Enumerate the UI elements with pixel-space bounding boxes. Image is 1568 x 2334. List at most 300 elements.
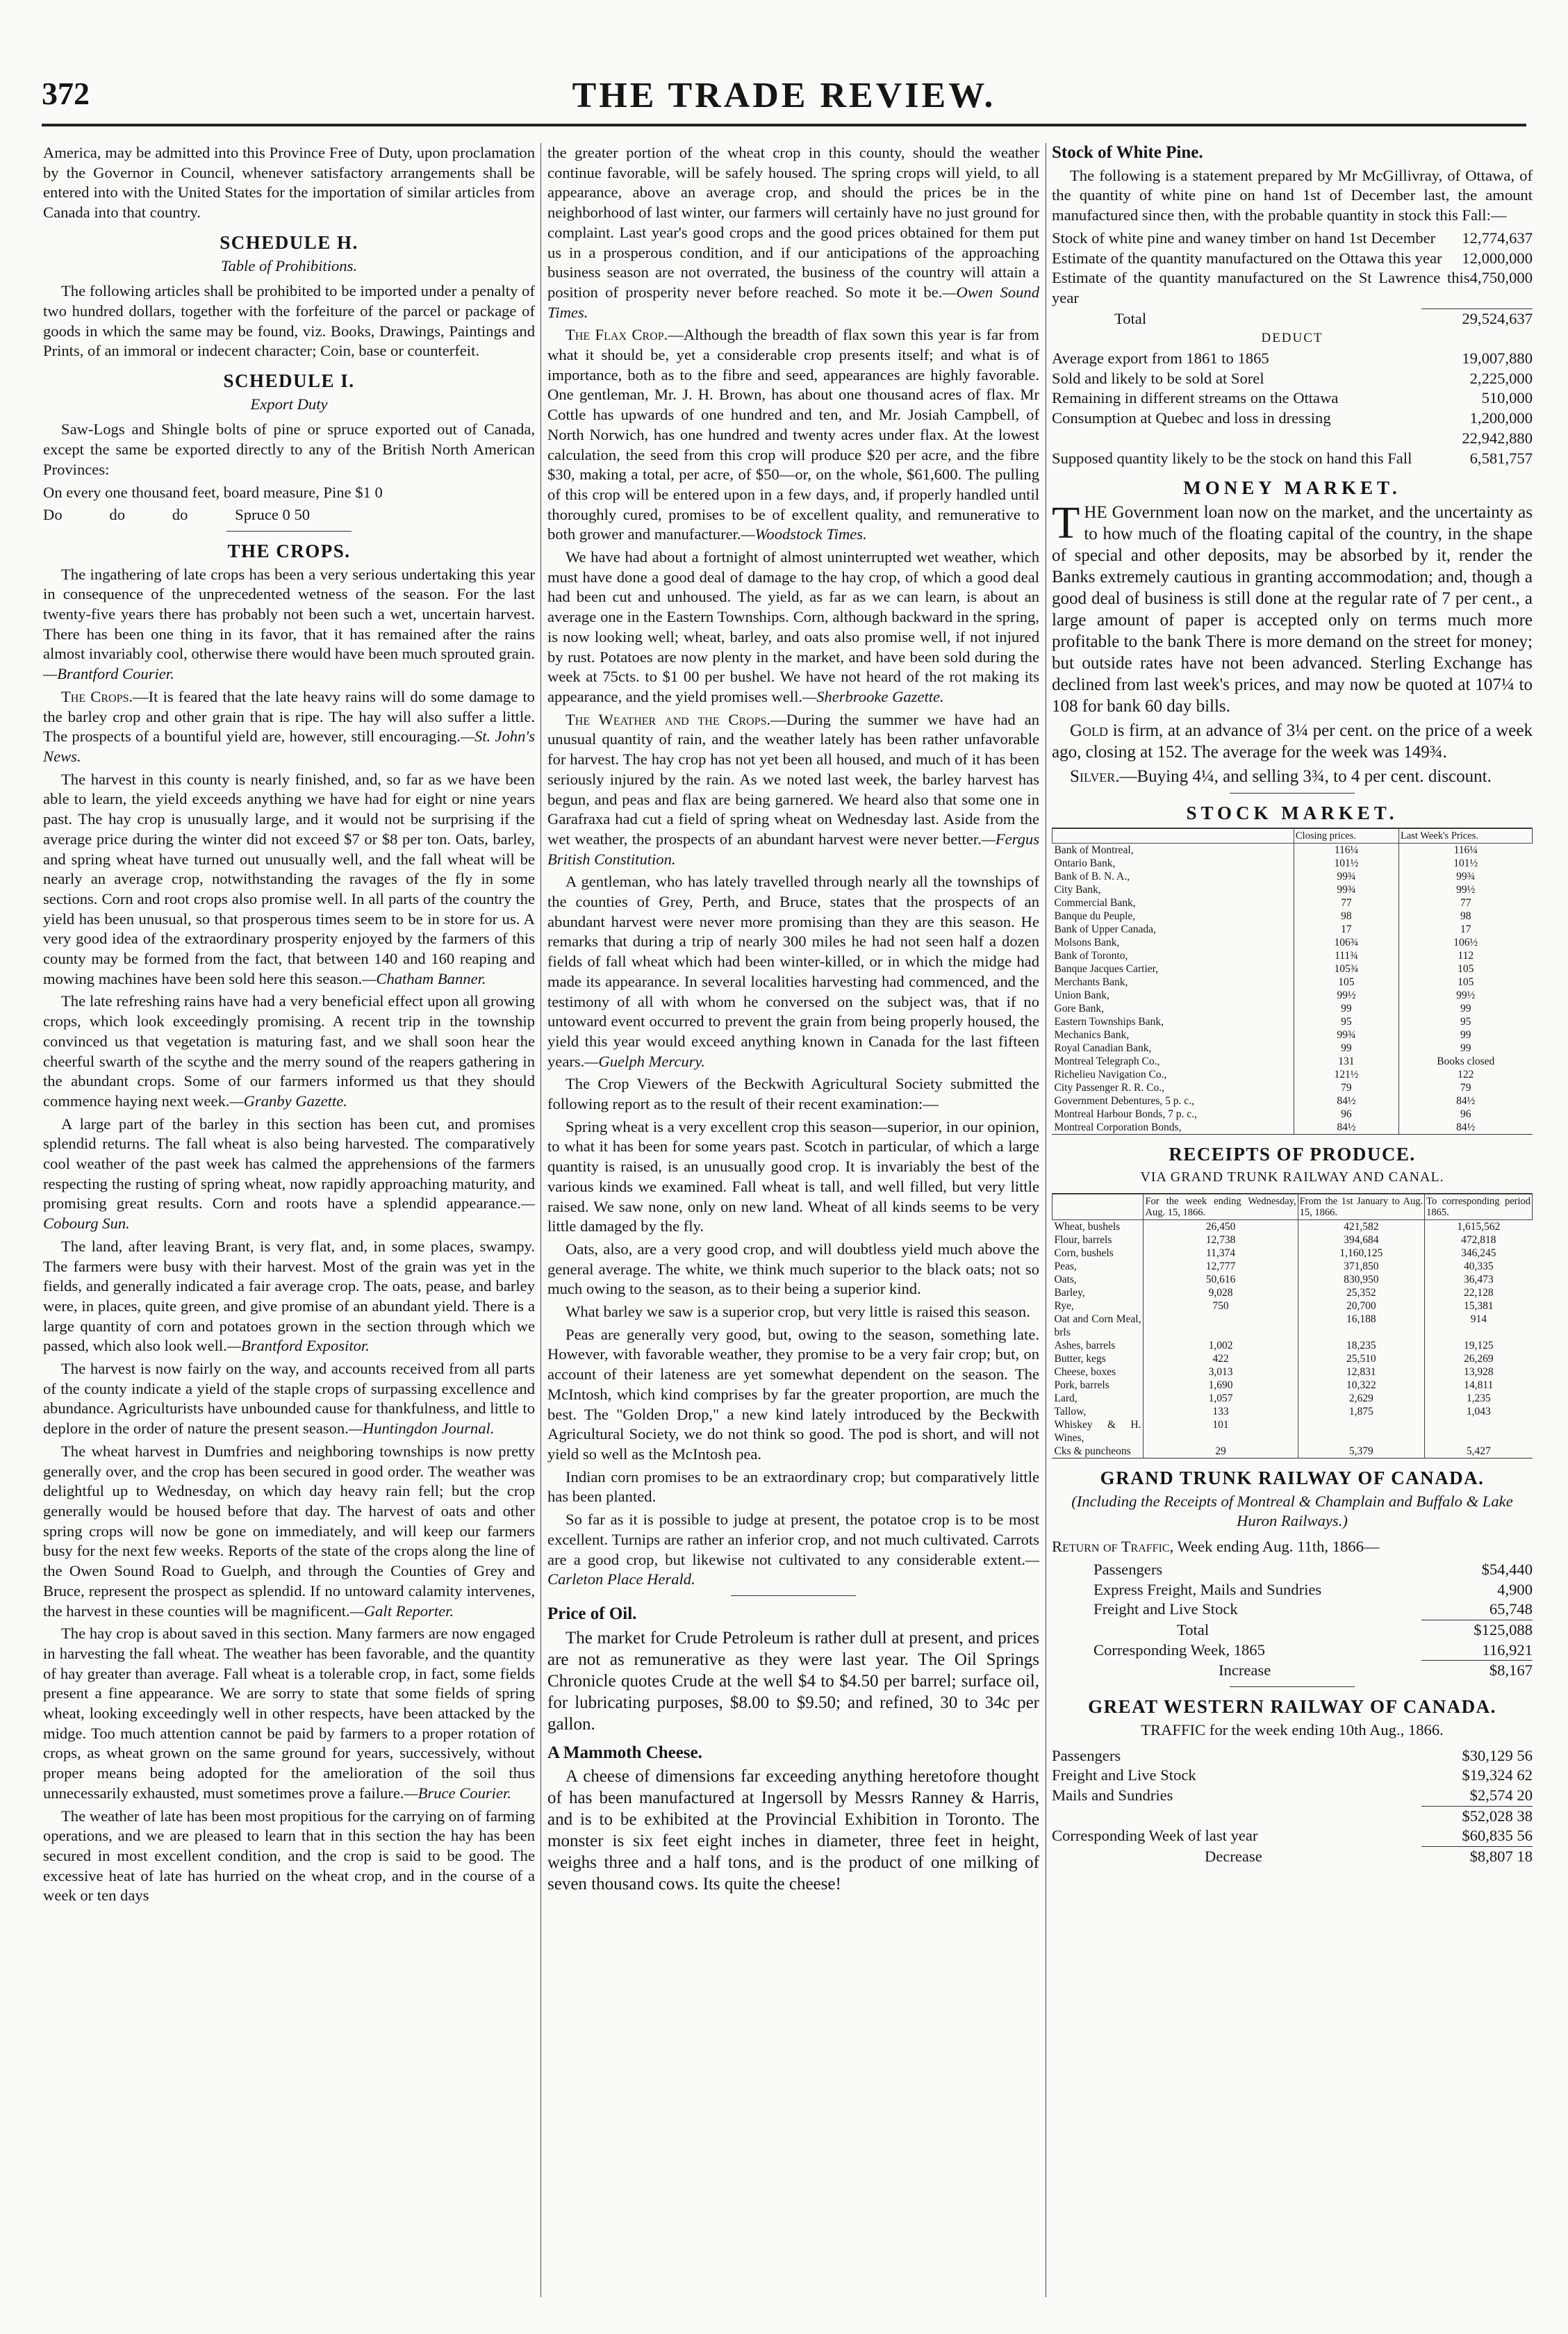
- row-label: Butter, kegs: [1054, 1353, 1106, 1365]
- table-cell: 121½: [1294, 1068, 1398, 1081]
- paragraph: The market for Crude Petroleum is rather dull at present, and prices are not as remunerative as they were last year. The Oil Springs Chronicle quotes Crude at the well $4 to $4.50 per barrel; surface oil, for lubricating purposes, $8.00 to $9.50; and refined, 30 to 34c per gallon.: [547, 1628, 1039, 1734]
- table-cell: 22,128: [1425, 1286, 1533, 1299]
- table-header-row: [1053, 1194, 1533, 1220]
- source: —Sherbrooke Gazette.: [802, 687, 944, 705]
- figure-row: [1052, 229, 1533, 249]
- paragraph: [43, 687, 535, 767]
- value: 12,774,637: [1462, 229, 1533, 247]
- lead: Gold: [1070, 721, 1109, 740]
- table-cell: 77: [1294, 896, 1398, 910]
- table-cell: 96: [1294, 1108, 1398, 1121]
- table-cell: [1425, 1418, 1533, 1445]
- paragraph: [43, 992, 535, 1111]
- table-row: [1053, 1015, 1533, 1028]
- table-row: [1053, 976, 1533, 989]
- gtr-total-row: [1052, 1620, 1533, 1641]
- table-row: [1053, 936, 1533, 949]
- value: 4,900: [1497, 1580, 1533, 1598]
- row-label: Bank of Upper Canada,: [1054, 923, 1156, 935]
- table-row: [1053, 1273, 1533, 1286]
- table-row: [1053, 1379, 1533, 1392]
- section-heading: Stock of White Pine.: [1052, 143, 1203, 162]
- table-cell: 99½: [1398, 989, 1532, 1002]
- table-row: [1053, 1313, 1533, 1339]
- label: Increase: [1219, 1661, 1271, 1679]
- table-cell: 1,690: [1144, 1379, 1298, 1392]
- label: Estimate of the quantity manufactured on the St Lawrence this year: [1052, 269, 1470, 306]
- stock-market-table-wrap: [1052, 828, 1533, 1135]
- table-row: [1053, 1299, 1533, 1313]
- label: Corresponding Week, 1865: [1094, 1641, 1265, 1659]
- lead: Silver.: [1070, 766, 1120, 786]
- table-row: [1053, 1352, 1533, 1365]
- table-cell: 12,738: [1144, 1233, 1298, 1247]
- table-cell: 101: [1144, 1418, 1298, 1445]
- table-cell: 3,013: [1144, 1365, 1298, 1379]
- table-cell: 99½: [1398, 883, 1532, 896]
- label: Corresponding Week of last year: [1052, 1827, 1258, 1845]
- gwr-corr-row: [1052, 1826, 1533, 1846]
- paragraph: [547, 325, 1039, 545]
- table-row: [1053, 910, 1533, 923]
- table-cell: 371,850: [1298, 1260, 1425, 1273]
- label: Stock of white pine and waney timber on hand 1st December: [1052, 229, 1436, 247]
- section-heading: STOCK MARKET.: [1186, 802, 1398, 823]
- table-cell: 1,235: [1425, 1392, 1533, 1405]
- table-cell: 26,450: [1144, 1220, 1298, 1234]
- table-row: [1053, 923, 1533, 936]
- pine-stock-list: [1052, 229, 1533, 309]
- table-cell: 122: [1398, 1068, 1532, 1081]
- paragraph: The following articles shall be prohibited to be imported under a penalty of two hundred dollars, together with the forfeiture of the parcel or package of goods in which the same may be found, viz. Books, Drawings, Paintings and Prints, of an immoral or indecent character; Coin, base or counterfeit.: [43, 282, 535, 360]
- table-row: [1053, 1042, 1533, 1055]
- text: is firm, at an advance of 3¼ per cent. on the price of a week ago, closing at 152. The average for the week was 149¾.: [1052, 721, 1533, 762]
- deduct-label: DEDUCT: [1261, 331, 1323, 346]
- source: —Granby Gazette.: [229, 1092, 347, 1110]
- lead: The Crops.: [61, 687, 133, 705]
- table-row: [1053, 1339, 1533, 1352]
- table-row: [1053, 1121, 1533, 1134]
- table-cell: 79: [1398, 1081, 1532, 1094]
- table-row: [1053, 896, 1533, 910]
- source: —Guelph Mercury.: [584, 1052, 705, 1070]
- row-label: Banque du Peuple,: [1054, 910, 1136, 922]
- text: The hay crop is about saved in this section. Many farmers are now engaged in harvesting the fall wheat. The weather has been favorable, and the quantity of hay greater than average. Fall wheat is a tolerable crop, in fact, some fields present a fine appearance. We are sorry to state that some fields of spring wheat, looking exceedingly well in other respects, have been attacked by the midge. Too much attention cannot be paid by farmers to a proper rotation of crops, as wheat grown on the same ground for years, successively, without proper means being adopted for the amelioration of the soil thus unnecessarily exhausted, must sometimes prove a failure.: [43, 1625, 535, 1802]
- table-row: [1053, 870, 1533, 883]
- table-cell: 5,379: [1298, 1445, 1425, 1458]
- paragraph: [43, 1359, 535, 1439]
- row-label: Whiskey & H. Wines,: [1054, 1419, 1141, 1445]
- lead: Return of Traffic,: [1052, 1538, 1174, 1556]
- section-heading: MONEY MARKET.: [1183, 477, 1401, 499]
- table-cell: 99: [1398, 1002, 1532, 1015]
- table-row: [1053, 989, 1533, 1002]
- source: —Owen Sound Times.: [547, 283, 1039, 321]
- value: $2,574 20: [1469, 1786, 1533, 1804]
- table-cell: 105: [1294, 976, 1398, 989]
- source: —Cobourg Sun.: [43, 1194, 535, 1233]
- paragraph: [1052, 766, 1533, 787]
- section-heading: GRAND TRUNK RAILWAY OF CANADA.: [1100, 1468, 1485, 1489]
- table-cell: 99¾: [1294, 883, 1398, 896]
- column-3: [1052, 143, 1533, 2311]
- figure-row: [1052, 249, 1533, 269]
- column-header: Last Week's Prices.: [1398, 828, 1532, 843]
- table-cell: 10,322: [1298, 1379, 1425, 1392]
- paragraph: Oats, also, are a very good crop, and will doubtless yield much above the general average. The white, we think much superior to the black oats; not so much owing to the season, as to their being a superior kind.: [547, 1240, 1039, 1298]
- label: Passengers: [1094, 1560, 1163, 1578]
- label: Total: [1177, 1620, 1210, 1638]
- row-label: Oats,: [1054, 1274, 1077, 1286]
- source: —Carleton Place Herald.: [547, 1550, 1039, 1588]
- table-row: [1053, 1220, 1533, 1234]
- divider: [1230, 793, 1355, 794]
- table-cell: 11,374: [1144, 1247, 1298, 1260]
- figure-row: [1094, 1600, 1533, 1620]
- label: Estimate of the quantity manufactured on the Ottawa this year: [1052, 249, 1442, 267]
- value: 116,921: [1482, 1641, 1533, 1659]
- label: Freight and Live Stock: [1052, 1766, 1196, 1784]
- label: Decrease: [1205, 1848, 1262, 1866]
- value: 29,524,637: [1462, 309, 1533, 327]
- table-cell: 421,582: [1298, 1220, 1425, 1234]
- paragraph: What barley we saw is a superior crop, but very little is raised this season.: [566, 1303, 1030, 1321]
- value: 12,000,000: [1462, 249, 1533, 267]
- table-cell: 13,928: [1425, 1365, 1533, 1379]
- value: $52,028 38: [1462, 1807, 1533, 1825]
- label: Sold and likely to be sold at Sorel: [1052, 369, 1264, 387]
- table-cell: 14,811: [1425, 1379, 1533, 1392]
- row-label: Eastern Townships Bank,: [1054, 1015, 1164, 1028]
- figure-row: [1052, 409, 1533, 429]
- table-row: [1053, 1365, 1533, 1379]
- value: $8,807 18: [1469, 1848, 1533, 1866]
- table-cell: 111¾: [1294, 949, 1398, 962]
- section-subheading: Table of Prohibitions.: [220, 256, 358, 274]
- table-cell: 830,950: [1298, 1273, 1425, 1286]
- text: —Buying 4¼, and selling 3¾, to 4 per cent. discount.: [1119, 766, 1492, 786]
- section-subheading: (Including the Receipts of Montreal & Champlain and Buffalo & Lake Huron Railways.): [1071, 1492, 1513, 1530]
- row-label: Bank of Montreal,: [1054, 844, 1134, 856]
- table-cell: 40,335: [1425, 1260, 1533, 1273]
- table-cell: 99¾: [1294, 870, 1398, 883]
- source: —Chatham Banner.: [362, 969, 486, 987]
- table-cell: 131: [1294, 1055, 1398, 1068]
- table-cell: 98: [1294, 910, 1398, 923]
- table-cell: 105¾: [1294, 962, 1398, 976]
- table-row: [1053, 962, 1533, 976]
- table-cell: 346,245: [1425, 1247, 1533, 1260]
- gwr-dec-row: [1052, 1847, 1533, 1867]
- paragraph: [1052, 497, 1533, 717]
- table-row: [1053, 1445, 1533, 1458]
- figure-row: [1052, 369, 1533, 389]
- table-cell: 84½: [1398, 1121, 1532, 1134]
- source: —Bruce Courier.: [404, 1784, 511, 1802]
- table-row: [1053, 1233, 1533, 1247]
- table-row: [1053, 1068, 1533, 1081]
- source: —Huntingdon Journal.: [348, 1420, 495, 1438]
- table-cell: 84½: [1398, 1094, 1532, 1108]
- row-label: Mechanics Bank,: [1054, 1028, 1130, 1041]
- table-cell: 96: [1398, 1108, 1532, 1121]
- row-label: Ashes, barrels: [1054, 1340, 1116, 1352]
- row-label: Merchants Bank,: [1054, 976, 1128, 988]
- table-cell: 25,352: [1298, 1286, 1425, 1299]
- source: —Fergus British Constitution.: [547, 830, 1039, 868]
- divider: [731, 1595, 856, 1596]
- table-cell: 99¾: [1398, 870, 1532, 883]
- table-cell: 20,700: [1298, 1299, 1425, 1313]
- table-row: [1053, 843, 1533, 857]
- gtr-list: [1052, 1560, 1533, 1620]
- divider: [226, 531, 352, 532]
- gwr-list: [1052, 1746, 1533, 1806]
- row-label: Richelieu Navigation Co.,: [1054, 1068, 1167, 1080]
- paragraph: Peas are generally very good, but, owing to the season, something late. However, with favorable weather, they promise to be a very fair crop; but, on account of their lateness are yet somewhat dependent on the season. The McIntosh, which kind comprises by far the greater proportion, are much the best. The "Golden Drop," a new kind lately introduced by the Beckwith Agricultural Society, we do not think so good. The pod is short, and will not yield so well as the McIntosh pea.: [547, 1325, 1039, 1463]
- value: $125,088: [1474, 1620, 1533, 1638]
- table-cell: 99: [1294, 1042, 1398, 1055]
- row-label: Pork, barrels: [1054, 1379, 1109, 1392]
- table-cell: 9,028: [1144, 1286, 1298, 1299]
- table-cell: 26,269: [1425, 1352, 1533, 1365]
- table-cell: 18,235: [1298, 1339, 1425, 1352]
- divider: [1230, 1686, 1355, 1687]
- table-cell: 106½: [1398, 936, 1532, 949]
- figure-row: [1094, 1580, 1533, 1600]
- table-cell: 472,818: [1425, 1233, 1533, 1247]
- table-cell: 2,629: [1298, 1392, 1425, 1405]
- row-label: Bank of B. N. A.,: [1054, 870, 1130, 882]
- paragraph: [547, 872, 1039, 1071]
- header-rule: [42, 124, 1526, 126]
- paragraph: Indian corn promises to be an extraordinary crop; but comparatively little has been planted.: [547, 1468, 1039, 1506]
- row-label: Royal Canadian Bank,: [1054, 1042, 1152, 1054]
- table-cell: 101½: [1398, 857, 1532, 870]
- table-cell: 99: [1294, 1002, 1398, 1015]
- text: —It is feared that the late heavy rains will do some damage to the barley crop and other grain that is ripe. The hay will also suffer a little. The prospects of a bountiful yield are, however, still encouraging.: [43, 687, 535, 746]
- label: Express Freight, Mails and Sundries: [1094, 1580, 1322, 1598]
- column-1: [43, 143, 535, 2311]
- table-cell: 1,160,125: [1298, 1247, 1425, 1260]
- table-cell: 1,615,562: [1425, 1220, 1533, 1234]
- text: A gentleman, who has lately travelled through nearly all the townships of the counties of Grey, Perth, and Bruce, states that the prospects of an abundant harvest were never more promising than they are this season. He remarks that during a trip of nearly 300 miles he had not seen half a dozen fields of fall wheat which had been winter-killed, or in which the midge had made its appearance. In several localities harvesting had commenced, and the testimony of all with whom he conversed on the subject was, that if no untoward event occurred to prevent the grain from being properly housed, the yield this year would exceed anything known in Canada for the last fifteen years.: [547, 873, 1039, 1070]
- row-label: Flour, barrels: [1054, 1234, 1112, 1247]
- table-cell: 106¾: [1294, 936, 1398, 949]
- table-cell: 422: [1144, 1352, 1298, 1365]
- text: —Although the breadth of flax sown this year is far from what it should be, yet a considerable crop presents itself; and what is of importance, both as to the fibre and seed, appearances are highly favorable. One gentleman, Mr. J. H. Brown, has about one thousand acres of flax. Mr Cottle has upwards of one hundred and ten, and Mr. Josiah Campbell, of North Norwich, has one hundred and twenty acres under flax. At the lowest calculation, the seed from this crop will produce $20 per acre, and the fibre $30, making a total, per acre, of $50—or, on the whole, $61,600. The pulling of this crop will be entered upon in a few days, and, if properly handled until thoroughly cured, promises to be of excellent quality, and remunerative to both grower and manufacturer.: [547, 326, 1039, 543]
- section-heading: THE CROPS.: [227, 540, 351, 561]
- table-cell: 99: [1398, 1042, 1532, 1055]
- paragraph: [547, 143, 1039, 322]
- source: —St. John's News.: [43, 728, 535, 765]
- table-cell: 79: [1294, 1081, 1398, 1094]
- section-heading: A Mammoth Cheese.: [547, 1743, 702, 1762]
- table-row: [1053, 1108, 1533, 1121]
- row-label: Banque Jacques Cartier,: [1054, 962, 1159, 975]
- table-row: [1053, 1392, 1533, 1405]
- text: So far as it is possible to judge at present, the potatoe crop is to be most excellent. Turnips are rather an inferior crop, and not much cultivated. Carrots are a good crop, but likewise not cultivated to any considerable extent.: [547, 1511, 1039, 1568]
- table-body: [1053, 843, 1533, 1134]
- section-heading: GREAT WESTERN RAILWAY OF CANADA.: [1088, 1696, 1496, 1718]
- figure-row: [1052, 388, 1533, 409]
- row-label: City Bank,: [1054, 883, 1101, 896]
- row-label: Ontario Bank,: [1054, 857, 1116, 869]
- text: A large part of the barley in this section has been cut, and promises splendid returns. The fall wheat is also being harvested. The comparatively cool weather of the past week has calmed the apprehensions of the farmers respecting the rusting of spring wheat, now rapidly approaching maturity, and promising great results. Corn and roots have a splendid appearance.: [43, 1115, 535, 1213]
- table-row: [1053, 1094, 1533, 1108]
- table-row: [1053, 1028, 1533, 1042]
- row-label: Lard,: [1054, 1392, 1078, 1405]
- paragraph: The Crop Viewers of the Beckwith Agricultural Society submitted the following report as to the result of their recent examination:—: [547, 1075, 1039, 1113]
- table-row: [1053, 949, 1533, 962]
- pine-total-row: [1052, 309, 1533, 329]
- table-row: [1053, 1286, 1533, 1299]
- page-number: 372: [42, 76, 90, 111]
- table-cell: 1,043: [1425, 1405, 1533, 1418]
- section-heading: SCHEDULE I.: [223, 370, 355, 392]
- receipts-table-wrap: [1052, 1193, 1533, 1458]
- table-header-row: [1053, 828, 1533, 843]
- text: HE Government loan now on the market, and the uncertainty as to how much of the floating capital of the country, in the shape of special and other deposits, may be absorbed by it, render the Banks extremely cautious in granting accommodation; and, though a good deal of business is still done at the regular rate of 7 per cent., a large amount of paper is accepted only on terms much more profitable to the bank There is more demand on the street for money; but outside rates have not been advanced. Sterling Exchange has declined from last week's prices, and may now be quoted at 107¼ to 108 for bank 60 day bills.: [1052, 502, 1533, 716]
- row-label: Montreal Corporation Bonds,: [1054, 1121, 1182, 1133]
- paragraph: [1052, 720, 1533, 763]
- row-label: Tallow,: [1054, 1406, 1087, 1418]
- table-row: [1053, 1260, 1533, 1273]
- table-cell: 5,427: [1425, 1445, 1533, 1458]
- row-label: Government Debentures, 5 p. c.,: [1054, 1094, 1194, 1107]
- column-header: For the week ending Wednesday, Aug. 15, 1866.: [1144, 1194, 1298, 1220]
- table-cell: 84½: [1294, 1094, 1398, 1108]
- row-label: City Passenger R. R. Co.,: [1054, 1081, 1164, 1094]
- label: Average export from 1861 to 1865: [1052, 350, 1269, 368]
- duty-line: On every one thousand feet, board measure, Pine $1 0: [43, 483, 383, 501]
- duty-line: Do do do Spruce 0 50: [43, 506, 311, 524]
- table-cell: 394,684: [1298, 1233, 1425, 1247]
- table-cell: 17: [1294, 923, 1398, 936]
- row-label: Barley,: [1054, 1287, 1085, 1299]
- table-cell: 16,188: [1298, 1313, 1425, 1339]
- table-row: [1053, 1418, 1533, 1445]
- column-header: From the 1st January to Aug. 15, 1866.: [1298, 1194, 1425, 1220]
- supposed-row: [1052, 449, 1533, 469]
- row-label: Montreal Harbour Bonds, 7 p. c.,: [1054, 1108, 1197, 1120]
- table-cell: 50,616: [1144, 1273, 1298, 1286]
- row-label: Oat and Corn Meal, brls: [1054, 1313, 1141, 1339]
- column-header: [1053, 1194, 1144, 1220]
- paragraph: Spring wheat is a very excellent crop this season—superior, in our opinion, to what it has been for some years past. Scotch in particular, of which a large quantity is raised, is an unusually good crop. It is invariably the best of the various kinds we examined. Fall wheat is tall, and well filled, but very little raised. We saw none, only on new land. Wheat of all kinds seems to be very little damaged by the fly.: [547, 1117, 1039, 1235]
- paragraph: [1052, 1537, 1533, 1557]
- row-label: Rye,: [1054, 1300, 1074, 1313]
- table-cell: 112: [1398, 949, 1532, 962]
- figure-row: [1052, 1746, 1533, 1766]
- table-row: [1053, 1247, 1533, 1260]
- source: —Brantford Courier.: [43, 665, 174, 683]
- text: The harvest is now fairly on the way, and accounts received from all parts of the county indicate a yield of the staple crops of surpassing excellence and abundance. Agriculturists have unbounded cause for thankfulness, and little to deplore in the order of nature the present season.: [43, 1360, 535, 1438]
- table-cell: 95: [1294, 1015, 1398, 1028]
- column-2: [547, 143, 1039, 2311]
- table-cell: 17: [1398, 923, 1532, 936]
- table-row: [1053, 1055, 1533, 1068]
- table-cell: 84½: [1294, 1121, 1398, 1134]
- table-cell: [1144, 1313, 1298, 1339]
- label: Remaining in different streams on the Ottawa: [1052, 389, 1339, 407]
- paragraph: Saw-Logs and Shingle bolts of pine or spruce exported out of Canada, except the same be exported directly to any of the British North American Provinces:: [43, 420, 535, 478]
- paragraph: America, may be admitted into this Province Free of Duty, upon proclamation by the Governor in Council, whenever satisfactory arrangements shall be entered into with the United States for the importation of similar articles from Canada into that country.: [43, 144, 535, 222]
- value: 510,000: [1481, 389, 1533, 407]
- table-cell: 105: [1398, 962, 1532, 976]
- figure-row: [1052, 1786, 1533, 1806]
- figure-row: [1052, 268, 1533, 308]
- source: —Brantford Expositor.: [226, 1337, 370, 1355]
- row-label: Bank of Toronto,: [1054, 949, 1128, 962]
- label: Supposed quantity likely to be the stock on hand this Fall: [1052, 449, 1412, 467]
- table-cell: 12,777: [1144, 1260, 1298, 1273]
- source: —Woodstock Times.: [741, 525, 867, 543]
- table-cell: 36,473: [1425, 1273, 1533, 1286]
- paragraph: [547, 710, 1039, 870]
- paragraph: [547, 548, 1039, 707]
- row-label: Molsons Bank,: [1054, 936, 1120, 948]
- label: Passengers: [1052, 1746, 1121, 1764]
- row-label: Gore Bank,: [1054, 1002, 1104, 1014]
- text: The land, after leaving Brant, is very flat, and, in some places, swampy. The farmers were busy with their harvest. Most of the grain was yet in the fields, and generally indicated a fair average crop. The oats, pease, and barley were, in places, quite green, and give promise of an abundant yield. There is a large quantity of corn and potatoes grown in the section through which we passed, which also look well.: [43, 1237, 535, 1355]
- paragraph: The weather of late has been most propitious for the carrying on of farming operations, and we are pleased to learn that in this section the hay has been secured in most excellent condition, and the crop is said to be good. The excessive heat of late has hurried on the wheat crop, and in the course of a week or ten days: [43, 1807, 535, 1905]
- section-heading: SCHEDULE H.: [220, 231, 358, 253]
- paragraph: [43, 565, 535, 684]
- table-cell: 19,125: [1425, 1339, 1533, 1352]
- row-label: Commercial Bank,: [1054, 896, 1136, 909]
- table-cell: 99: [1398, 1028, 1532, 1042]
- text: The late refreshing rains have had a very beneficial effect upon all growing crops, which look exceedingly promising. A recent trip in the township convinced us that vegetation is maturing fast, and we shall soon hear the cheerful swarth of the scythe and the merry sound of the reapers gathering in the abundant crops. Some of our farmers informed us that they should commence haying next week.: [43, 992, 535, 1110]
- value: $54,440: [1481, 1560, 1533, 1578]
- table-cell: [1298, 1418, 1425, 1445]
- column-header: [1053, 828, 1294, 843]
- value: 65,748: [1489, 1600, 1533, 1618]
- table-cell: 12,831: [1298, 1365, 1425, 1379]
- text: We have had about a fortnight of almost uninterrupted wet weather, which must have done a good deal of damage to the hay crop, of which a good deal had been cut and unhoused. The yield, as far as we can learn, is about an average one in the Eastern Townships. Corn, although backward in the spring, is now looking well; wheat, barley, and oats also promise well, if not injured by rust. Potatoes are now plenty in the market, and have been sold during the week at 75cts. to $1 00 per bushel. We have not heard of the rot making its appearance, and the yield promises well.: [547, 548, 1039, 705]
- paragraph: The following is a statement prepared by Mr McGillivray, of Ottawa, of the quantity of white pine on hand 1st of December last, the amount manufactured since then, with the probable quantity in stock this Fall:—: [1052, 166, 1533, 224]
- table-row: [1053, 1405, 1533, 1418]
- value: $19,324 62: [1462, 1766, 1533, 1784]
- table-cell: 101½: [1294, 857, 1398, 870]
- text: —During the summer we have had an unusual quantity of rain, and the weather lately has been rather unfavorable for harvest. The hay crop has not yet been all housed, and much of it has been seriously injured by the rain. As we noted last week, the barley harvest has begun, and peas and flax are being garnered. We heard also that some one in Garafraxa had cut a field of spring wheat on Wednesday last. Aside from the wet weather, the prospects of an abundant harvest were never better.: [547, 710, 1039, 848]
- row-label: Union Bank,: [1054, 989, 1109, 1001]
- text: Week ending Aug. 11th, 1866—: [1173, 1538, 1380, 1556]
- page-header: [42, 75, 1526, 131]
- table-cell: 77: [1398, 896, 1532, 910]
- source: —Galt Reporter.: [349, 1602, 454, 1620]
- gtr-inc-row: [1052, 1661, 1533, 1681]
- table-cell: 98: [1398, 910, 1532, 923]
- label: Mails and Sundries: [1052, 1786, 1173, 1804]
- section-subheading: TRAFFIC for the week ending 10th Aug., 1866.: [1141, 1720, 1444, 1739]
- paragraph: [43, 1624, 535, 1803]
- table-body: [1053, 1220, 1533, 1458]
- row-label: Montreal Telegraph Co.,: [1054, 1055, 1160, 1067]
- value: 2,225,000: [1469, 369, 1533, 387]
- text: the greater portion of the wheat crop in this county, should the weather continue favorable, will be safely housed. The spring crops will yield, to all appearance, above an average crop, and should the prices be in the neighborhood of last winter, our farmers will certainly have no just ground for complaint. Last year's good crops and the good prices obtained for them put us in a prosperous condition, and if our anticipations of the approaching business season are not overrated, the business of the country will attain a position of prosperity never before reached. So mote it be.: [547, 144, 1039, 301]
- deduct-total-row: [1052, 429, 1533, 449]
- table-cell: 1,002: [1144, 1339, 1298, 1352]
- paragraph: [43, 770, 535, 989]
- lead: The Weather and the Crops.: [566, 710, 771, 728]
- deduct-list: [1052, 349, 1533, 429]
- gtr-corr-row: [1052, 1641, 1533, 1661]
- row-label: Corn, bushels: [1054, 1247, 1114, 1260]
- table-cell: 1,875: [1298, 1405, 1425, 1418]
- table-cell: 1,057: [1144, 1392, 1298, 1405]
- table-row: [1053, 1002, 1533, 1015]
